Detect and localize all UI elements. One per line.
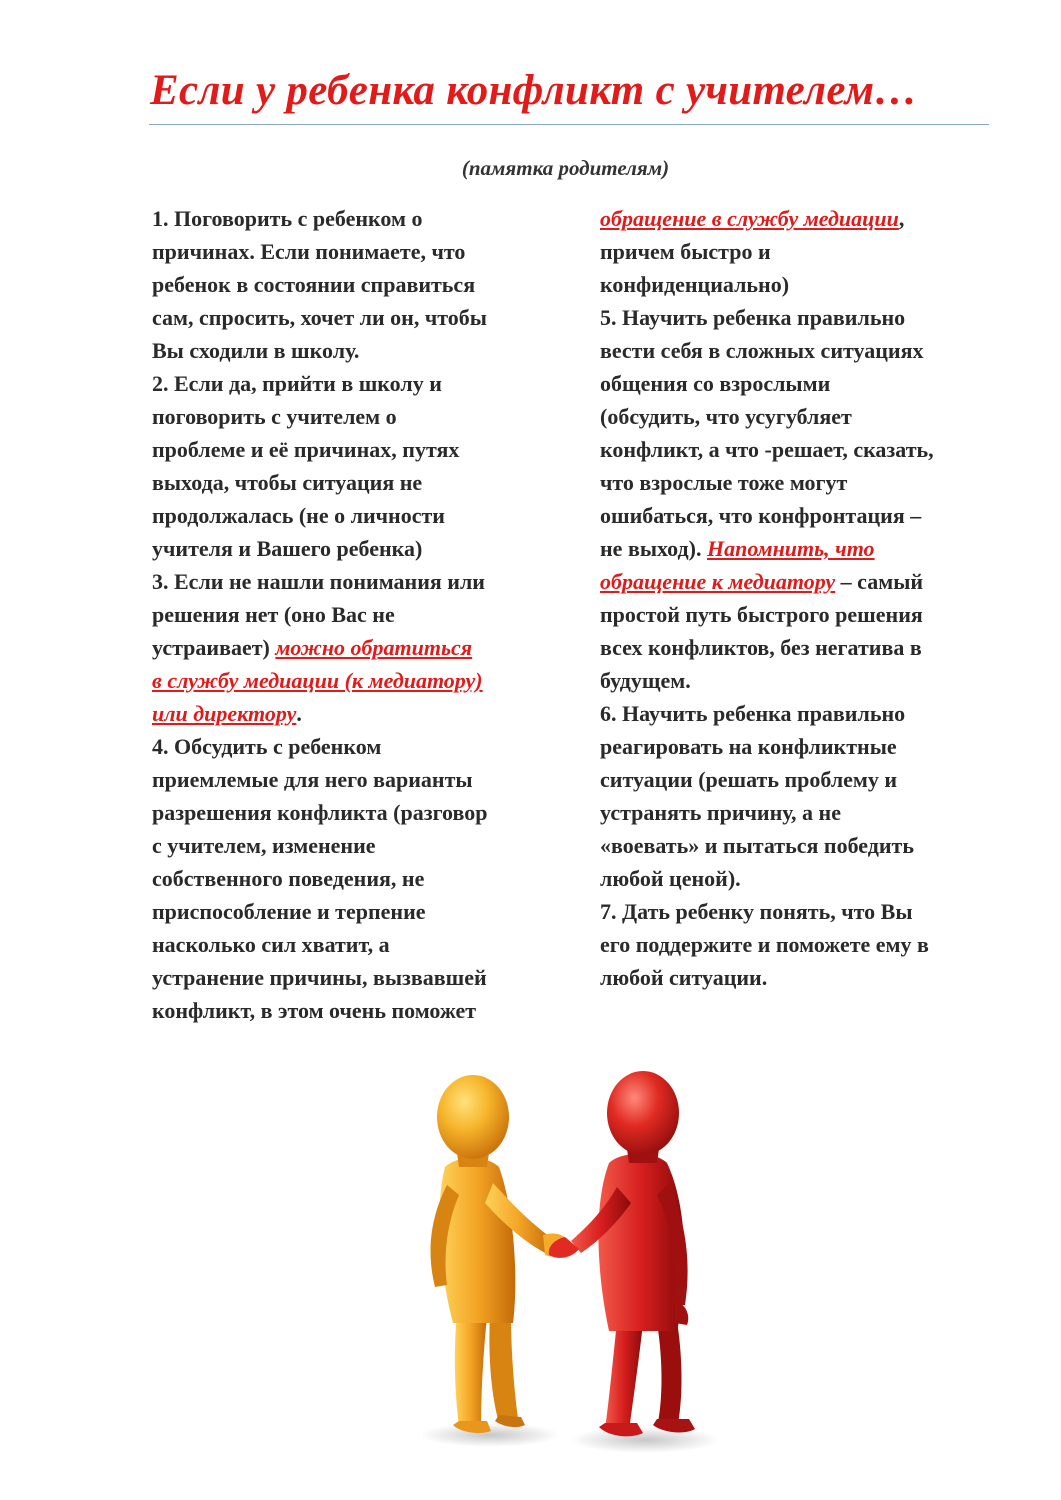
red-figure: [549, 1071, 695, 1436]
text-segment: не выход).: [600, 536, 707, 561]
handshake-figures-icon: [395, 1055, 725, 1455]
text-line: 3. Если не нашли понимания или: [152, 569, 485, 594]
text-line: конфликт, а что -решает, сказать,: [600, 437, 934, 462]
mediation-link-text: или директору: [152, 701, 297, 726]
text-line: 5. Научить ребенка правильно: [600, 305, 906, 330]
text-line: выхода, чтобы ситуация не: [152, 470, 423, 495]
text-line: приемлемые для него варианты: [152, 767, 473, 792]
text-line: сам, спросить, хочет ли он, чтобы: [152, 305, 487, 330]
text-line: простой путь быстрого решения: [600, 602, 923, 627]
text-line: продолжалась (не о личности: [152, 503, 445, 528]
text-line: проблеме и её причинах, путях: [152, 437, 460, 462]
text-segment: .: [296, 701, 302, 726]
text-line: «воевать» и пытаться победить: [600, 833, 914, 858]
text-line: его поддержите и поможете ему в: [600, 932, 929, 957]
text-line: устранение причины, вызвавшей: [152, 965, 487, 990]
left-column: [152, 202, 552, 1027]
text-line: разрешения конфликта (разговор: [152, 800, 488, 825]
text-line: общения со взрослыми: [600, 371, 831, 396]
floor-shadow: [420, 1423, 560, 1447]
text-line: 1. Поговорить с ребенком о: [152, 206, 423, 231]
mediation-link-text: обращение в службу медиации: [600, 206, 899, 231]
text-line: 4. Обсудить с ребенком: [152, 734, 382, 759]
mediation-link-text: Напомнить, что: [706, 536, 875, 561]
text-line: будущем.: [600, 668, 691, 693]
text-line: [152, 697, 552, 730]
text-line: [152, 631, 552, 664]
text-line: что взрослые тоже могут: [600, 470, 848, 495]
text-line: ребенок в состоянии справиться: [152, 272, 476, 297]
text-line: причинах. Если понимаете, что: [152, 239, 466, 264]
mediation-link-text: можно обратиться: [275, 635, 473, 660]
text-line: приспособление и терпение: [152, 899, 426, 924]
text-line: Вы сходили в школу.: [152, 338, 360, 363]
text-line: любой ситуации.: [600, 965, 768, 990]
text-segment: ,: [898, 206, 905, 231]
text-segment: устраивает): [152, 635, 276, 660]
text-line: 2. Если да, прийти в школу и: [152, 371, 442, 396]
text-line: конфиденциально): [600, 272, 790, 297]
title-divider: [149, 124, 989, 125]
text-line: (обсудить, что усугубляет: [600, 404, 852, 429]
mediation-link-text: в службу медиации (к медиатору): [152, 668, 483, 693]
text-line: насколько сил хватит, а: [152, 932, 390, 957]
text-line: [600, 202, 1000, 235]
right-column: [600, 202, 1000, 994]
text-line: собственного поведения, не: [152, 866, 425, 891]
text-line: реагировать на конфликтные: [600, 734, 897, 759]
text-line: конфликт, в этом очень поможет: [152, 998, 477, 1023]
text-segment: – самый: [835, 569, 924, 594]
text-line: 6. Научить ребенка правильно: [600, 701, 906, 726]
text-line: причем быстро и: [600, 239, 771, 264]
mediation-link-text: обращение к медиатору: [600, 569, 836, 594]
text-line: любой ценой).: [600, 866, 741, 891]
text-line: [600, 532, 1000, 565]
text-line: всех конфликтов, без негатива в: [600, 635, 922, 660]
text-line: решения нет (оно Вас не: [152, 602, 395, 627]
text-line: 7. Дать ребенку понять, что Вы: [600, 899, 913, 924]
text-line: ситуации (решать проблему и: [600, 767, 898, 792]
text-line: поговорить с учителем о: [152, 404, 397, 429]
page-title: Если у ребенка конфликт с учителем…: [150, 67, 918, 114]
floor-shadow: [570, 1427, 720, 1453]
text-line: ошибаться, что конфронтация –: [600, 503, 922, 528]
text-line: [600, 565, 1000, 598]
text-line: учителя и Вашего ребенка): [152, 536, 423, 561]
page-subtitle: (памятка родителям): [461, 156, 670, 180]
text-line: вести себя в сложных ситуациях: [600, 338, 924, 363]
text-line: устранять причину, а не: [600, 800, 842, 825]
text-line: с учителем, изменение: [152, 833, 376, 858]
